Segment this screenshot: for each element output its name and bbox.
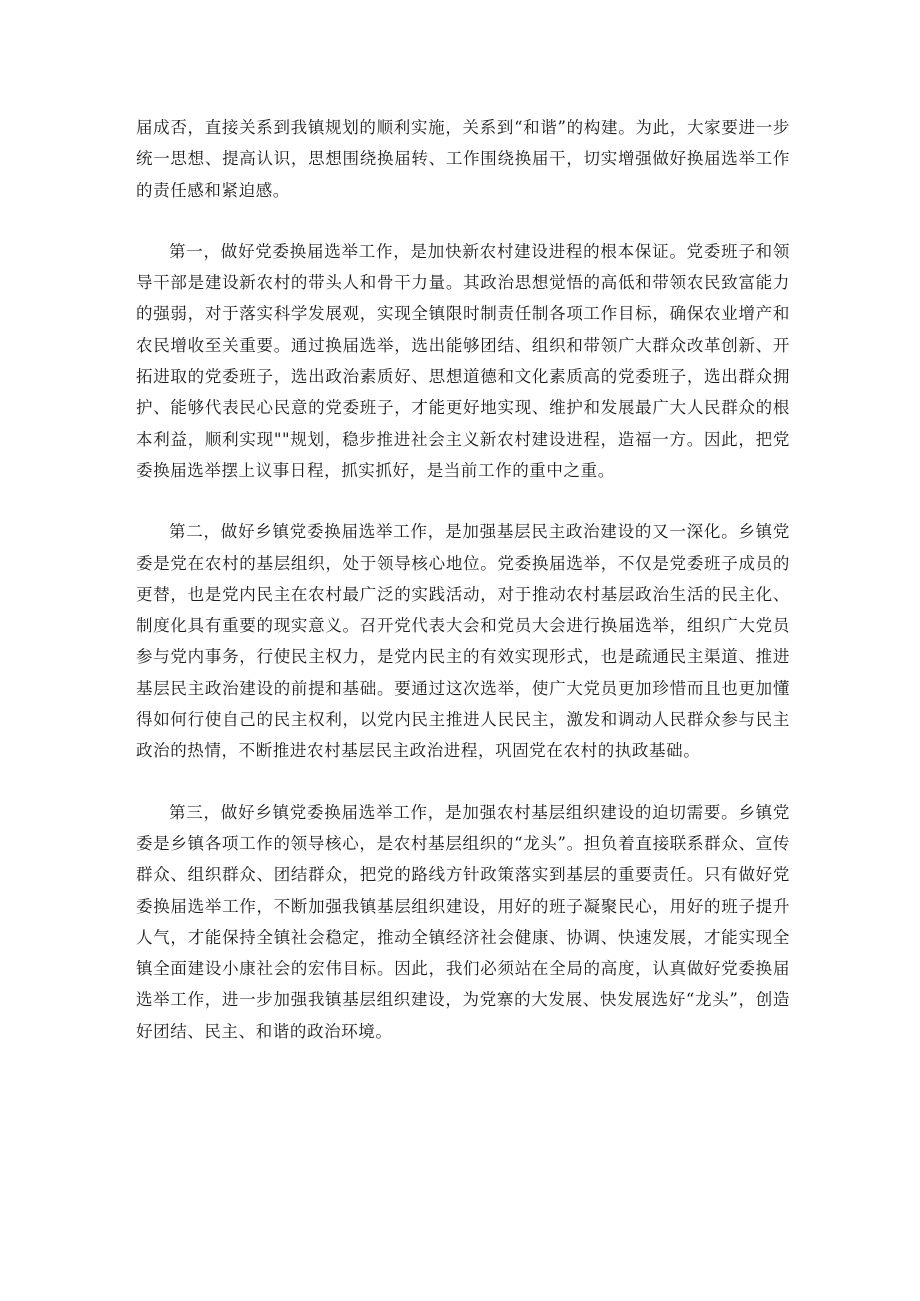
document-page [136, 112, 790, 1047]
paragraph-second: 第二，做好乡镇党委换届选举工作，是加强基层民主政治建设的又一深化。乡镇党委是党在农村的基层组织，处于领导核心地位。党委换届选举，不仅是党委班子成员的更替，也是党内民主在农村最广泛的实践活动，对于推动农村基层政治生活的民主化、制度化具有重要的现实意义。召开党代表大会和党员大会进行换届选举，组织广大党员参与党内事务，行使民主权力，是党内民主的有效实现形式，也是疏通民主渠道、推进基层民主政治建设的前提和基础。要通过这次选举，使广大党员更加珍惜而且也更加懂得如何行使自己的民主权利，以党内民主推进人民民主，激发和调动人民群众参与民主政治的热情，不断推进农村基层民主政治进程，巩固党在农村的执政基础。 [136, 522, 790, 761]
paragraph-gap [136, 767, 790, 797]
paragraph-third: 第三，做好乡镇党委换届选举工作，是加强农村基层组织建设的迫切需要。乡镇党委是乡镇各项工作的领导核心，是农村基层组织的“龙头”。担负着直接联系群众、宣传群众、组织群众、团结群众，把党的路线方针政策落实到基层的重要责任。只有做好党委换届选举工作，不断加强我镇基层组织建设，用好的班子凝聚民心，用好的班子提升人气，才能保持全镇社会稳定，推动全镇经济社会健康、协调、快速发展，才能实现全镇全面建设小康社会的宏伟目标。因此，我们必须站在全局的高度，认真做好党委换届选举工作，进一步加强我镇基层组织建设，为党寨的大发展、快发展选好“龙头”，创造好团结、民主、和谐的政治环境。 [136, 802, 790, 1041]
paragraph-continuation: 届成否，直接关系到我镇规划的顺利实施，关系到“和谐”的构建。为此，大家要进一步统一思想、提高认识，思想围绕换届转、工作围绕换届干，切实增强做好换届选举工作的责任感和紧迫感。 [136, 118, 790, 200]
paragraph-gap [136, 206, 790, 236]
paragraph-gap [136, 486, 790, 516]
paragraph-first: 第一，做好党委换届选举工作，是加快新农村建设进程的根本保证。党委班子和领导干部是建设新农村的带头人和骨干力量。其政治思想觉悟的高低和带领农民致富能力的强弱，对于落实科学发展观，实现全镇限时制责任制各项工作目标，确保农业增产和农民增收至关重要。通过换届选举，选出能够团结、组织和带领广大群众改革创新、开拓进取的党委班子，选出政治素质好、思想道德和文化素质高的党委班子，选出群众拥护、能够代表民心民意的党委班子，才能更好地实现、维护和发展最广大人民群众的根本利益，顺利实现""规划，稳步推进社会主义新农村建设进程，造福一方。因此，把党委换届选举摆上议事日程，抓实抓好，是当前工作的重中之重。 [136, 241, 790, 480]
